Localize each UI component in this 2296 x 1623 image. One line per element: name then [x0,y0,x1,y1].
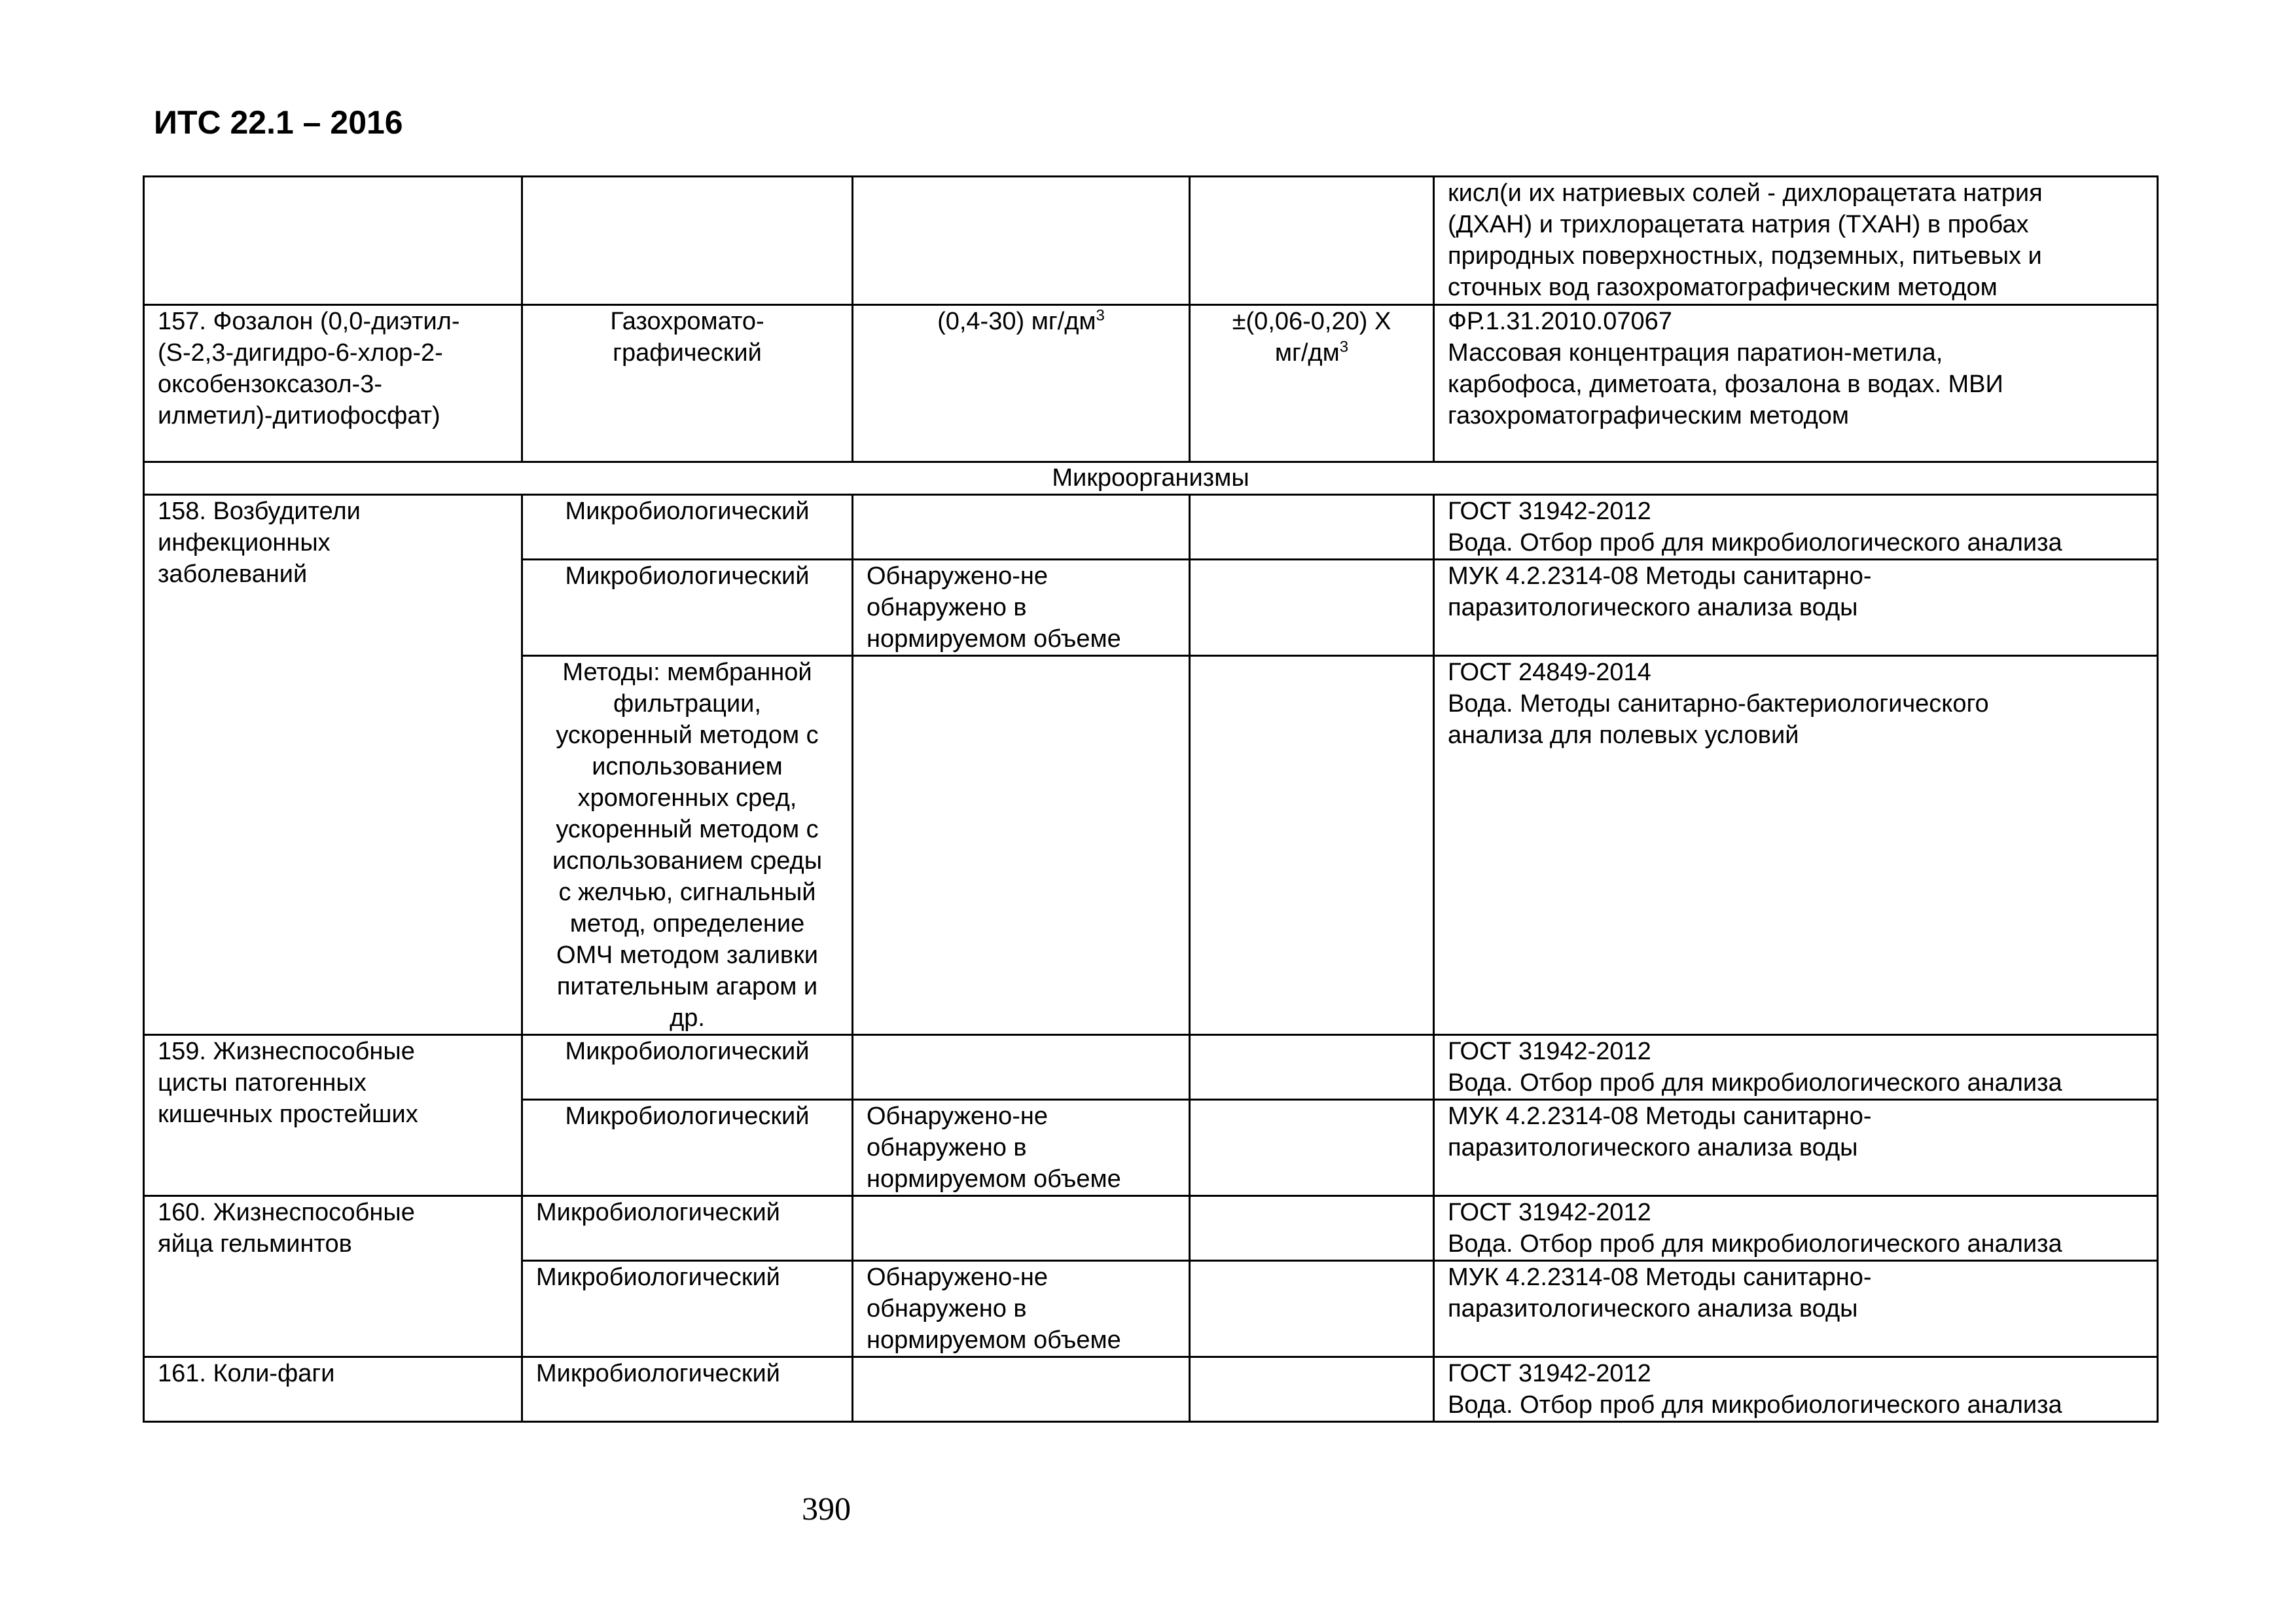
method-line: ОМЧ методом заливки [556,941,818,969]
doc-line: (ДХАН) и трихлорацетата натрия (ТХАН) в пробах [1448,211,2029,238]
error-unit [1204,337,1420,369]
name-line: яйца гельминтов [158,1230,352,1258]
result-line: Обнаружено-не [867,1264,1049,1291]
method-cell: Микробиологический [522,1100,853,1196]
range-text: (0,4-30) мг/дм [937,308,1096,335]
empty-cell [1190,1196,1434,1261]
doc-line: паразитологического анализа воды [1448,594,1858,621]
empty-cell [1190,560,1434,656]
name-line: 158. Возбудители [158,498,361,525]
range-cell [853,305,1190,462]
method-cell: Микробиологический [522,1357,853,1422]
table-row [144,305,2158,462]
empty-cell [853,1357,1190,1422]
name-line: цисты патогенных [158,1069,367,1097]
doc-line: ГОСТ 31942-2012 [1448,1199,1651,1226]
name-line: (S-2,3-дигидро-6-хлор-2- [158,339,443,367]
empty-cell [1190,1357,1434,1422]
error-cell [1190,305,1434,462]
method-line: использованием [592,753,783,780]
result-line: нормируемом объеме [867,1165,1121,1193]
empty-cell [1190,656,1434,1035]
method-cell: Микробиологический [522,560,853,656]
doc-cell [1434,1196,2158,1261]
error-superscript: 3 [1339,338,1349,356]
empty-cell [853,656,1190,1035]
method-line: Методы: мембранной [562,659,812,686]
method-line: питательным агаром и [556,973,818,1000]
method-line: ускоренный методом с [556,816,819,843]
empty-cell [1190,1261,1434,1357]
doc-line: природных поверхностных, подземных, питьевых и [1448,242,2042,270]
doc-cell [1434,495,2158,560]
doc-line: Вода. Отбор проб для микробиологического анализа [1448,529,2062,556]
method-line: ускоренный методом с [556,721,819,749]
empty-cell [522,177,853,305]
doc-line: Массовая концентрация паратион-метила, [1448,339,1943,367]
result-line: Обнаружено-не [867,1103,1049,1130]
method-cell: Микробиологический [522,1196,853,1261]
doc-cell [1434,1357,2158,1422]
doc-line: паразитологического анализа воды [1448,1134,1858,1161]
doc-cell [1434,1035,2158,1100]
result-cell [853,1261,1190,1357]
result-line: обнаружено в [867,1134,1027,1161]
result-cell [853,560,1190,656]
table-row [144,1357,2158,1422]
doc-line: Вода. Методы санитарно-бактериологического [1448,690,1989,718]
doc-cell [1434,177,2158,305]
method-cell [522,305,853,462]
method-line: метод, определение [569,910,805,938]
method-line: с желчью, сигнальный [558,879,816,906]
doc-cell [1434,305,2158,462]
doc-line: ГОСТ 31942-2012 [1448,1038,1651,1065]
table-row [144,177,2158,305]
name-line: 157. Фозалон (0,0-диэтил- [158,308,460,335]
doc-line: анализа для полевых условий [1448,721,1799,749]
doc-line: Вода. Отбор проб для микробиологического анализа [1448,1069,2062,1097]
empty-cell [1190,495,1434,560]
result-line: нормируемом объеме [867,625,1121,653]
empty-cell [853,495,1190,560]
doc-line: ГОСТ 24849-2014 [1448,659,1651,686]
empty-cell [853,177,1190,305]
result-line: Обнаружено-не [867,562,1049,590]
method-line: графический [613,339,762,367]
table-row [144,495,2158,560]
range-superscript: 3 [1096,306,1105,325]
name-line: оксобензоксазол-3- [158,371,383,398]
empty-cell [1190,177,1434,305]
doc-line: МУК 4.2.2314-08 Методы санитарно- [1448,1103,1872,1130]
method-line: фильтрации, [613,690,761,718]
name-line: 160. Жизнеспособные [158,1199,415,1226]
name-line: заболеваний [158,560,308,588]
doc-cell [1434,1100,2158,1196]
name-line: илметил)-дитиофосфат) [158,402,440,429]
range-value [867,306,1175,337]
method-cell: Микробиологический [522,495,853,560]
table-row [144,1196,2158,1261]
empty-cell [853,1196,1190,1261]
name-cell [144,1035,522,1196]
doc-cell [1434,1261,2158,1357]
result-cell [853,1100,1190,1196]
method-line: др. [670,1004,705,1032]
name-cell: 161. Коли-фаги [144,1357,522,1422]
table-row [144,1035,2158,1100]
name-cell [144,305,522,462]
page-number: 390 [802,1490,851,1527]
doc-cell [1434,656,2158,1035]
doc-line: МУК 4.2.2314-08 Методы санитарно- [1448,1264,1872,1291]
name-line: кишечных простейших [158,1101,418,1128]
method-line: использованием среды [552,847,823,875]
name-cell [144,1196,522,1357]
name-line: 159. Жизнеспособные [158,1038,415,1065]
method-line: Газохромато- [610,308,764,335]
doc-line: Вода. Отбор проб для микробиологического анализа [1448,1230,2062,1258]
name-cell [144,495,522,1035]
doc-line: ГОСТ 31942-2012 [1448,1360,1651,1387]
result-line: обнаружено в [867,1295,1027,1322]
doc-cell [1434,560,2158,656]
result-line: обнаружено в [867,594,1027,621]
category-row [144,462,2158,495]
error-line: ±(0,06-0,20) Х [1232,308,1391,335]
doc-line: МУК 4.2.2314-08 Методы санитарно- [1448,562,1872,590]
empty-cell [1190,1035,1434,1100]
doc-line: кисл(и их натриевых солей - дихлорацетата натрия [1448,179,2043,207]
doc-line: газохроматографическим методом [1448,402,1850,429]
document-header: ИТС 22.1 – 2016 [154,104,403,141]
doc-line: ФР.1.31.2010.07067 [1448,308,1672,335]
name-line: инфекционных [158,529,331,556]
doc-line: паразитологического анализа воды [1448,1295,1858,1322]
doc-line: карбофоса, диметоата, фозалона в водах. МВИ [1448,371,2003,398]
error-unit-text: мг/дм [1274,339,1340,367]
doc-line: Вода. Отбор проб для микробиологического анализа [1448,1391,2062,1419]
empty-cell [853,1035,1190,1100]
empty-cell [1190,1100,1434,1196]
method-cell: Микробиологический [522,1035,853,1100]
method-cell [522,656,853,1035]
standards-table [143,175,2159,1423]
method-line: хромогенных сред, [577,784,797,812]
doc-line: сточных вод газохроматографическим методом [1448,274,1998,301]
method-cell: Микробиологический [522,1261,853,1357]
category-title: Микроорганизмы [144,462,2158,495]
result-line: нормируемом объеме [867,1326,1121,1354]
empty-cell [144,177,522,305]
doc-line: ГОСТ 31942-2012 [1448,498,1651,525]
